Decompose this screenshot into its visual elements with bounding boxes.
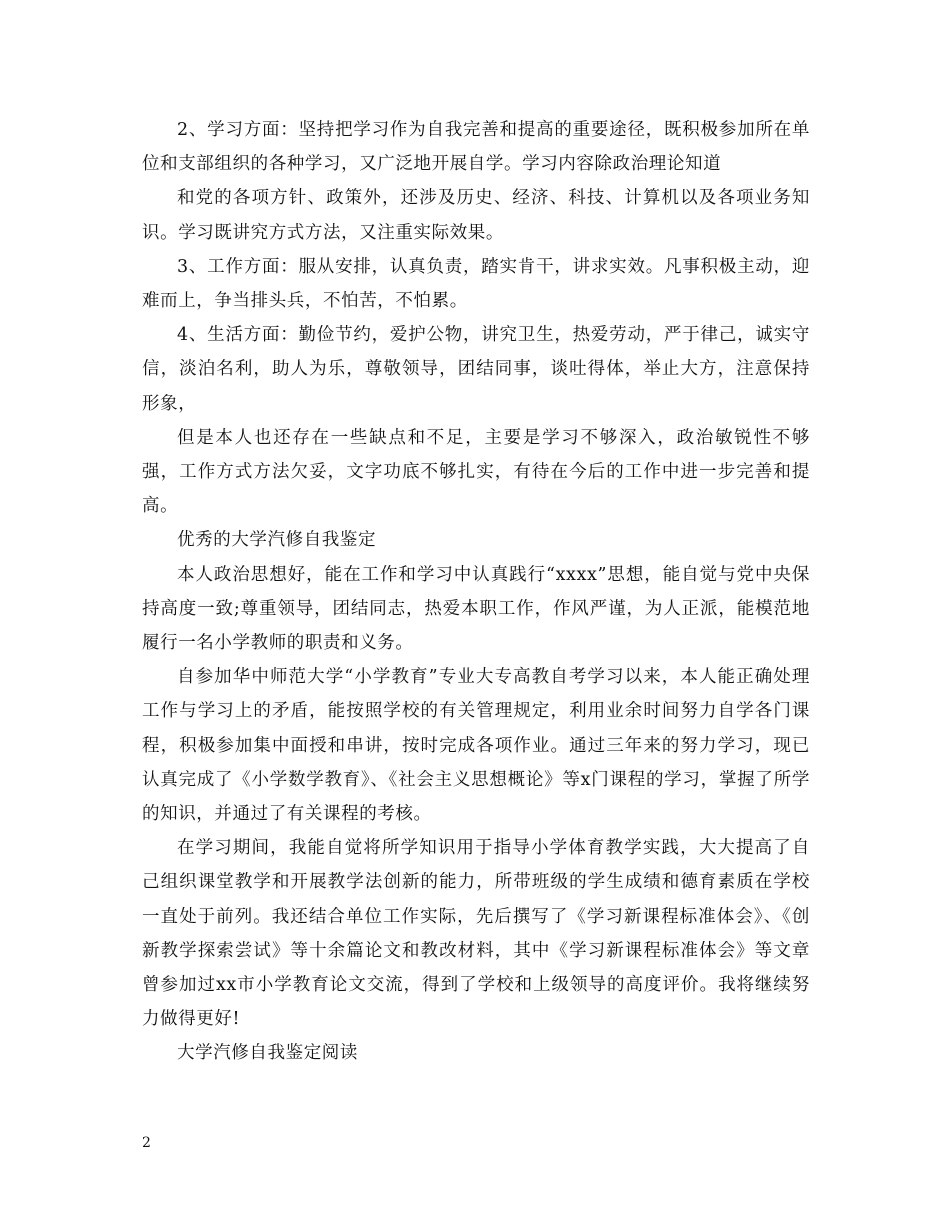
section-heading-excellent-appraisal: 优秀的大学汽修自我鉴定	[177, 530, 377, 551]
paragraph-self-study: 自参加华中师范大学“小学教育”专业大专高教自考学习以来，本人能正确处理工作与学习上的矛盾，能按照学校的有关管理规定，利用业余时间努力自学各门课程，积极参加集中面授和串讲，按时完成各项作业。通过三年来的努力学习，现已认真完成了《小学数学教育》、《社会主义思想概论》等x门课程的学习，掌握了所学的知识，并通过了有关课程的考核。	[142, 667, 810, 825]
paragraph-study-period: 在学习期间，我能自觉将所学知识用于指导小学体育教学实践，大大提高了自己组织课堂教学和开展教学法创新的能力，所带班级的学生成绩和德育素质在学校一直处于前列。我还结合单位工作实际，先后撰写了《学习新课程标准体会》、《创新教学探索尝试》等十余篇论文和教改材料，其中《学习新课程标准体会》等文章曾参加过xx市小学教育论文交流，得到了学校和上级领导的高度评价。我将继续努力做得更好!	[142, 838, 810, 1030]
paragraph-study: 2、学习方面：坚持把学习作为自我完善和提高的重要途径，既积极参加所在单位和支部组织的各种学习，又广泛地开展自学。学习内容除政治理论知道	[142, 120, 810, 175]
paragraph-life: 4、生活方面：勤俭节约，爱护公物，讲究卫生，热爱劳动，严于律己，诚实守信，淡泊名利，助人为乐，尊敬领导，团结同事，谈吐得体，举止大方，注意保持形象，	[142, 325, 810, 414]
document-body	[142, 113, 810, 1071]
section-heading-reading: 大学汽修自我鉴定阅读	[177, 1043, 358, 1064]
paragraph-political: 本人政治思想好，能在工作和学习中认真践行“xxxx”思想，能自觉与党中央保持高度一致;尊重领导，团结同志，热爱本职工作，作风严谨，为人正派，能模范地履行一名小学教师的职责和义务。	[142, 564, 810, 654]
paragraph-study-continued: 和党的各项方针、政策外，还涉及历史、经济、科技、计算机以及各项业务知识。学习既讲究方式方法，又注重实际效果。	[142, 188, 810, 243]
page-number: 2	[142, 1135, 151, 1151]
paragraph-work: 3、工作方面：服从安排，认真负责，踏实肯干，讲求实效。凡事积极主动，迎难而上，争当排头兵，不怕苦，不怕累。	[142, 256, 810, 312]
paragraph-shortcomings: 但是本人也还存在一些缺点和不足，主要是学习不够深入，政治敏锐性不够强，工作方式方法欠妥，文字功底不够扎实，有待在今后的工作中进一步完善和提高。	[142, 427, 810, 517]
